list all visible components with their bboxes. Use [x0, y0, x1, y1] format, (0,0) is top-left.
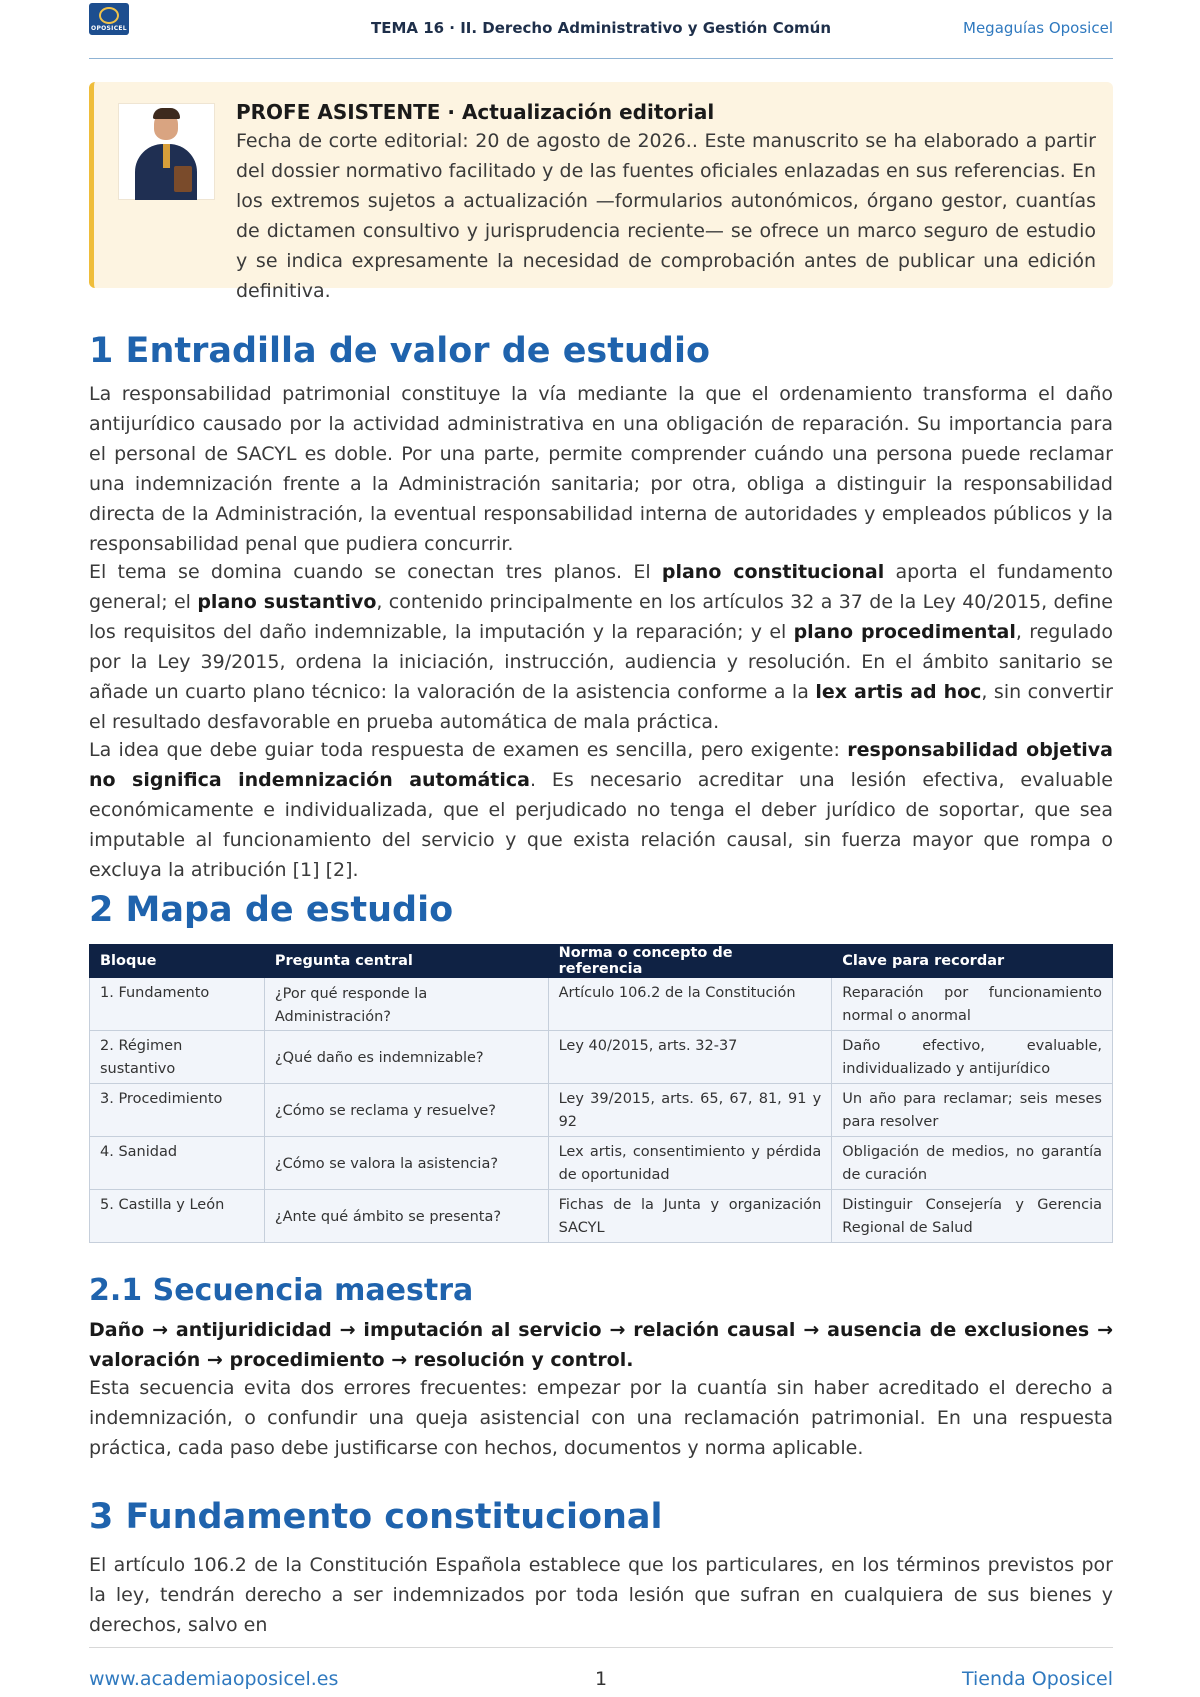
table-header-cell: Bloque [90, 945, 265, 978]
teacher-avatar [118, 103, 215, 200]
section-3-heading: 3 Fundamento constitucional [89, 1497, 663, 1537]
section-1-heading: 1 Entradilla de valor de estudio [89, 331, 711, 371]
table-cell: Lex artis, consentimiento y pérdida de oportunidad [548, 1137, 832, 1190]
page-header [89, 0, 1113, 59]
section-1-paragraph-1: La responsabilidad patrimonial constituye la vía mediante la que el ordenamiento transforma el daño antijurídico causado por la actividad administrativa en una obligación de reparación. Su importancia para el personal de SACYL es doble. Por una parte, permite comprender cuándo una persona puede reclamar una indemnización frente a la Administración sanitaria; por otra, obliga a distinguir la responsabilidad directa de la Administración, la eventual responsabilidad interna de autoridades y empleados públicos y la responsabilidad penal que pudiera concurrir. [89, 383, 1113, 555]
table-cell: 2. Régimen sustantivo [90, 1031, 265, 1084]
table-header-cell: Norma o concepto de referencia [548, 945, 832, 978]
table-cell: Fichas de la Junta y organización SACYL [548, 1190, 832, 1243]
table-cell: 4. Sanidad [90, 1137, 265, 1190]
section-2-1-paragraph: Esta secuencia evita dos errores frecuentes: empezar por la cuantía sin haber acreditado el derecho a indemnización, o confundir una queja asistencial con una reclamación patrimonial. En una respuesta práctica, cada paso debe justificarse con hechos, documentos y norma aplicable. [89, 1377, 1113, 1459]
section-2-heading: 2 Mapa de estudio [89, 890, 454, 930]
table-cell: 5. Castilla y León [90, 1190, 265, 1243]
page-number: 1 [594, 1668, 608, 1690]
note-title: PROFE ASISTENTE · Actualización editorial [236, 100, 715, 124]
table-row [90, 1084, 1113, 1137]
table-row [90, 978, 1113, 1031]
table-row [90, 1190, 1113, 1243]
table-cell: ¿Ante qué ámbito se presenta? [264, 1190, 548, 1243]
note-body: Fecha de corte editorial: 20 de agosto de 2026.. Este manuscrito se ha elaborado a partir del dossier normativo facilitado y de las fuentes oficiales enlazadas en sus referencias. En los extremos sujetos a actualización —formularios autonómicos, órgano gestor, cuantías de dictamen consultivo y jurisprudencia reciente— se ofrece un marco seguro de estudio y se indica expresamente la necesidad de comprobación antes de publicar una edición definitiva. [236, 130, 1096, 302]
table-cell: 3. Procedimiento [90, 1084, 265, 1137]
table-cell: ¿Cómo se reclama y resuelve? [264, 1084, 548, 1137]
table-cell: ¿Cómo se valora la asistencia? [264, 1137, 548, 1190]
logo-text: OPOSICEL [91, 25, 127, 32]
section-3-paragraph: El artículo 106.2 de la Constitución Española establece que los particulares, en los términos previstos por la ley, tendrán derecho a ser indemnizados por toda lesión que sufran en cualquiera de sus bienes y derechos, salvo en [89, 1554, 1113, 1636]
table-row [90, 1031, 1113, 1084]
table-cell: Un año para reclamar; seis meses para resolver [832, 1084, 1113, 1137]
master-sequence: Daño → antijuridicidad → imputación al servicio → relación causal → ausencia de exclusiones → valoración → procedimiento → resolución y control. [89, 1319, 1113, 1371]
table-cell: ¿Por qué responde la Administración? [264, 978, 548, 1031]
table-cell: Ley 39/2015, arts. 65, 67, 81, 91 y 92 [548, 1084, 832, 1137]
table-cell: Artículo 106.2 de la Constitución [548, 978, 832, 1031]
table-cell: ¿Qué daño es indemnizable? [264, 1031, 548, 1084]
footer-store-link[interactable]: Tienda Oposicel [961, 1668, 1113, 1690]
table-cell: Reparación por funcionamiento normal o anormal [832, 978, 1113, 1031]
table-row [90, 1137, 1113, 1190]
page-footer [89, 1647, 1113, 1697]
footer-website-link[interactable]: www.academiaoposicel.es [89, 1668, 339, 1690]
table-cell: Obligación de medios, no garantía de curación [832, 1137, 1113, 1190]
table-cell: 1. Fundamento [90, 978, 265, 1031]
table-cell: Daño efectivo, evaluable, individualizado y antijurídico [832, 1031, 1113, 1084]
table-cell: Ley 40/2015, arts. 32-37 [548, 1031, 832, 1084]
editorial-note [89, 82, 1113, 302]
table-header-cell: Clave para recordar [832, 945, 1113, 978]
table-cell: Distinguir Consejería y Gerencia Regional de Salud [832, 1190, 1113, 1243]
table-header-cell: Pregunta central [264, 945, 548, 978]
section-1-paragraph-3: La idea que debe guiar toda respuesta de examen es sencilla, pero exigente: responsabilidad objetiva no significa indemnización automática. Es necesario acreditar una lesión efectiva, evaluable económicamente e individualizada, que el perjudicado no tenga el deber jurídico de soportar, que sea imputable al funcionamiento del servicio y que exista relación causal, sin fuerza mayor que rompa o excluya la atribución [1] [2]. [89, 739, 1113, 881]
section-1-paragraph-2: El tema se domina cuando se conectan tres planos. El plano constitucional aporta el fundamento general; el plano sustantivo, contenido principalmente en los artículos 32 a 37 de la Ley 40/2015, define los requisitos del daño indemnizable, la imputación y la reparación; y el plano procedimental, regulado por la Ley 39/2015, ordena la iniciación, instrucción, audiencia y resolución. En el ámbito sanitario se añade un cuarto plano técnico: la valoración de la asistencia conforme a la lex artis ad hoc, sin convertir el resultado desfavorable en prueba automática de mala práctica. [89, 561, 1113, 733]
study-map-table [89, 944, 1113, 1243]
section-2-1-heading: 2.1 Secuencia maestra [89, 1273, 474, 1308]
header-title: TEMA 16 · II. Derecho Administrativo y Gestión Común [370, 19, 832, 37]
header-brand-link[interactable]: Megaguías Oposicel [963, 19, 1113, 37]
table-header-row [90, 945, 1113, 978]
